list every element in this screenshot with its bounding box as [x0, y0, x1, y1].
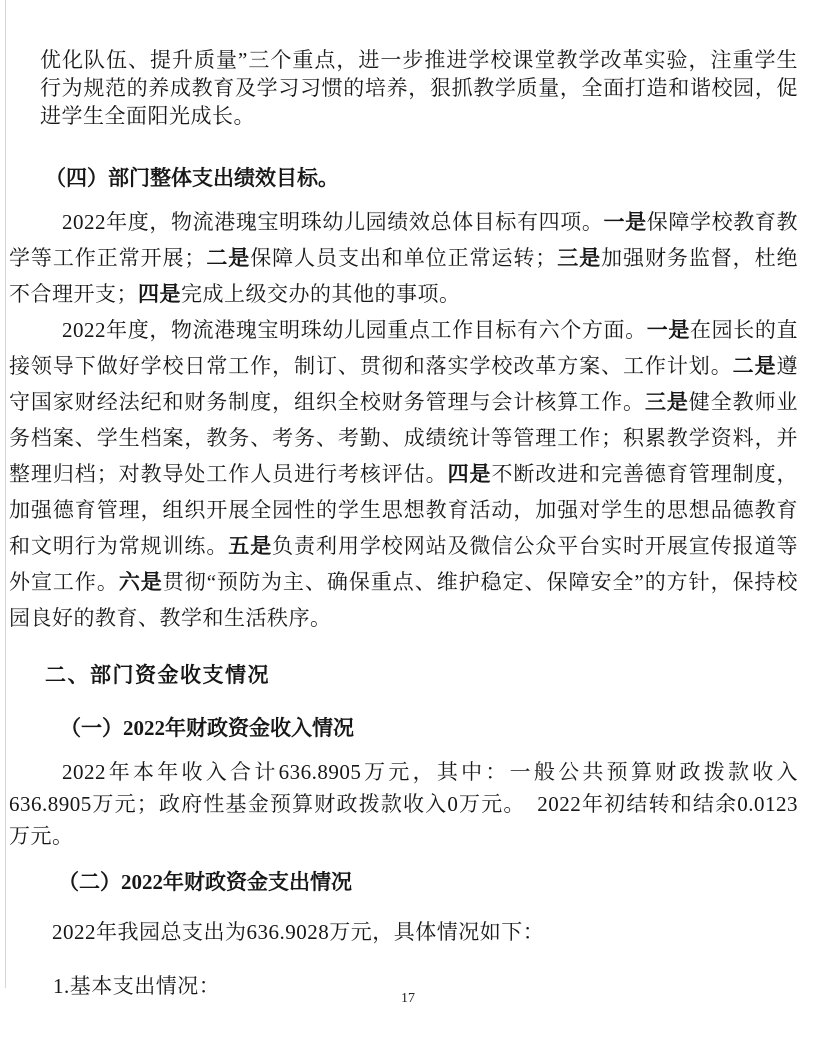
- paragraph-continuation: 优化队伍、提升质量”三个重点，进一步推进学校课堂教学改革实验，注重学生行为规范的养成教育及学习习惯的培养，狠抓教学质量，全面打造和谐校园，促进学生全面阳光成长。: [40, 48, 798, 128]
- heading-expense-situation: （二）2022年财政资金支出情况: [58, 870, 352, 894]
- heading-section-two: 二、部门资金收支情况: [45, 664, 270, 687]
- paragraph-basic-expense-label: 1.基本支出情况：: [53, 974, 221, 998]
- scan-artifact-line: [5, 0, 6, 988]
- paragraph-expense-total: 2022年我园总支出为636.9028万元，具体情况如下：: [52, 920, 545, 944]
- paragraph-overall-goals: 2022年度，物流港瑰宝明珠幼儿园绩效总体目标有四项。一是保障学校教育教学等工作正常开展；二是保障人员支出和单位正常运转；三是加强财务监督，杜绝不合理开支；四是完成上级交办的其他的事项。: [9, 210, 799, 306]
- paragraph-income-detail: 2022年本年收入合计636.8905万元，其中：一般公共预算财政拨款收入636.8905万元；政府性基金预算财政拨款收入0万元。 2022年初结转和结余0.0123万元。: [9, 760, 798, 848]
- heading-income-situation: （一）2022年财政资金收入情况: [60, 716, 354, 740]
- paragraph-key-work-goals: 2022年度，物流港瑰宝明珠幼儿园重点工作目标有六个方面。一是在园长的直接领导下做好学校日常工作，制订、贯彻和落实学校改革方案、工作计划。二是遵守国家财经法纪和财务制度，组织全校财务管理与会计核算工作。三是健全教师业务档案、学生档案，教务、考务、考勤、成绩统计等管理工作；积累教学资料，并整理归档；对教导处工作人员进行考核评估。四是不断改进和完善德育管理制度，加强德育管理，组织开展全园性的学生思想教育活动，加强对学生的思想品德教育和文明行为常规训练。五是负责利用学校网站及微信公众平台实时开展宣传报道等外宣工作。六是贯彻“预防为主、确保重点、维护稳定、保障安全”的方针，保持校园良好的教育、教学和生活秩序。: [9, 318, 799, 630]
- heading-performance-goal: （四）部门整体支出绩效目标。: [45, 166, 339, 190]
- page-number: 17: [401, 991, 415, 1006]
